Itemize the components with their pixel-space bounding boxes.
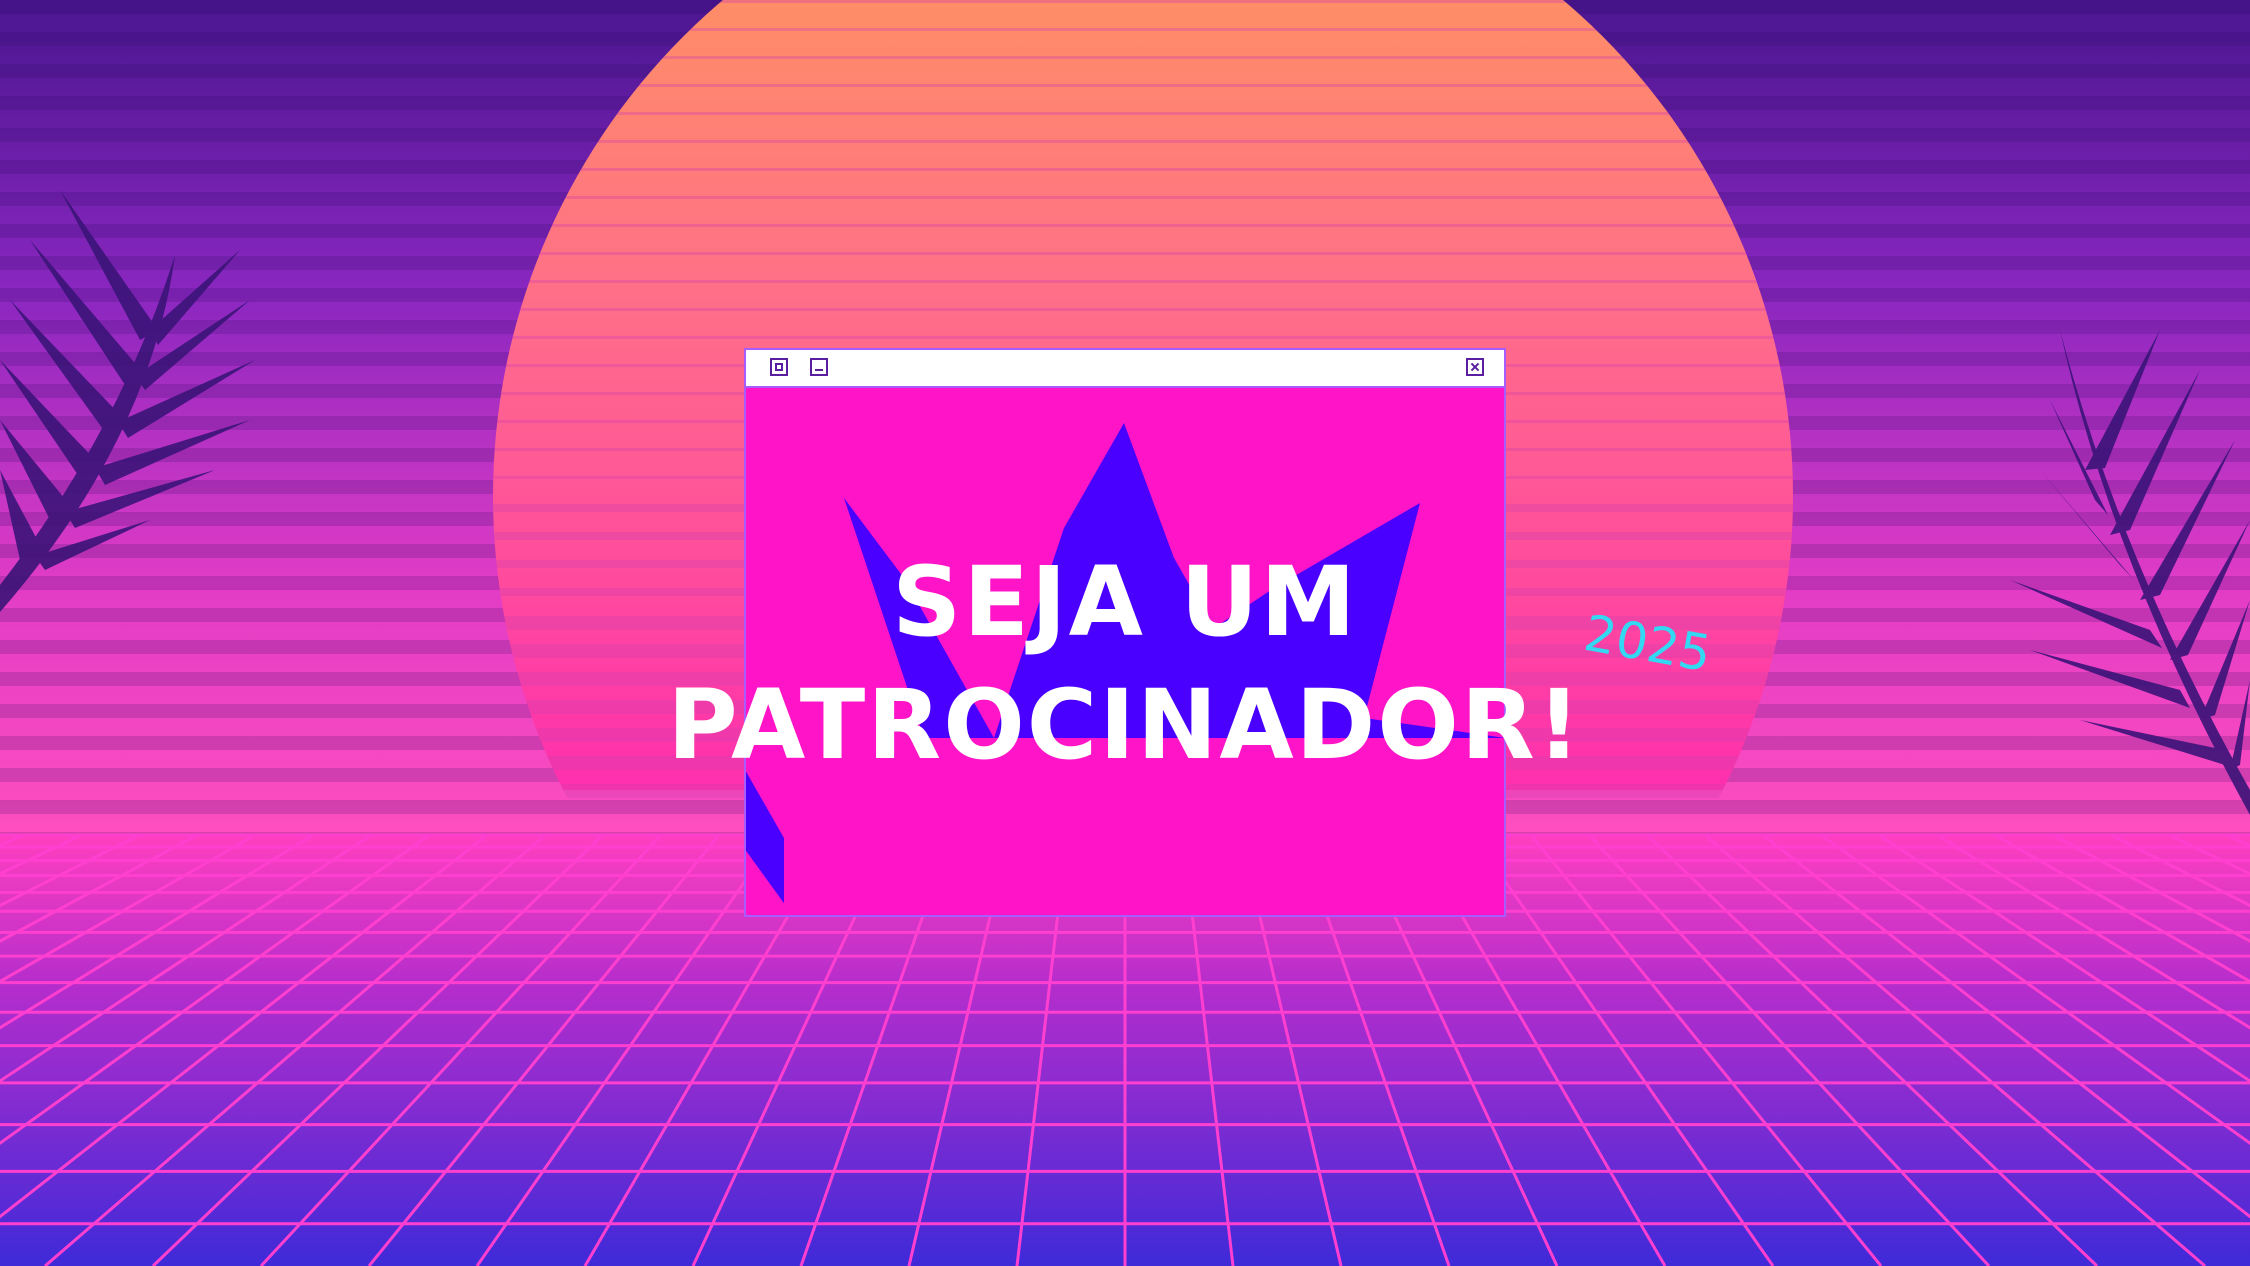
sun-stripe — [490, 336, 1800, 339]
sun-stripe — [490, 224, 1800, 227]
headline-line1: SEJA UM — [892, 546, 1358, 658]
sun-stripe — [490, 112, 1800, 115]
sun-stripe — [490, 196, 1800, 199]
sun-stripe — [490, 168, 1800, 171]
sun-stripe — [490, 252, 1800, 255]
sun-stripe — [490, 56, 1800, 59]
sun-stripe — [490, 84, 1800, 87]
headline-line2: PATROCINADOR! — [667, 669, 1583, 781]
sun-stripe — [490, 280, 1800, 283]
year-label: 2025 — [1579, 604, 1716, 684]
sun-stripe — [490, 140, 1800, 143]
sun-stripe — [490, 308, 1800, 311]
